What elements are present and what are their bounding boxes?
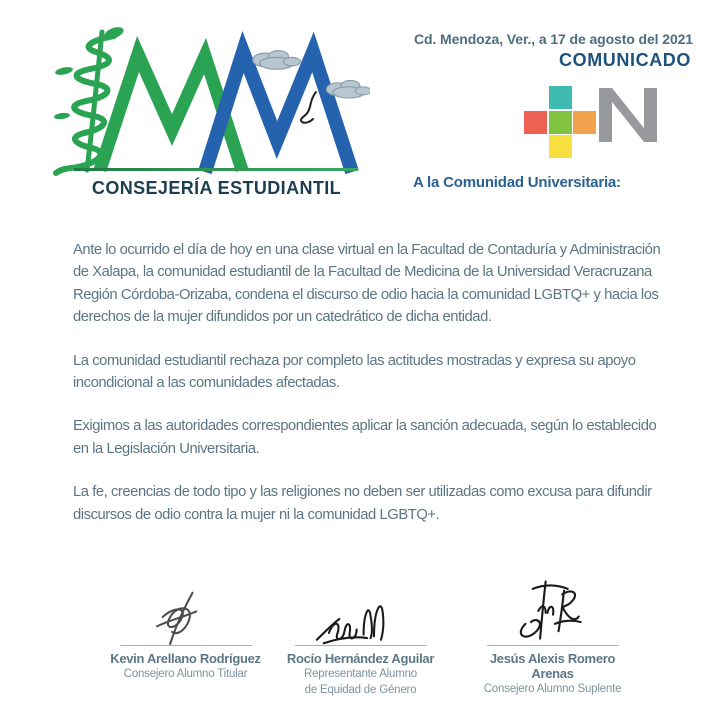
letter-body [73,239,669,547]
signature-line [120,645,252,646]
plus-n-news-logo-icon [524,86,664,160]
consejeria-estudiantil-logo [40,20,370,180]
document-type-label: COMUNICADO [559,50,691,70]
signature-stroke [131,589,241,645]
cloud-icon [253,51,301,70]
signatory-title: Consejero Alumno Suplente [483,683,622,695]
bird-squiggle-icon [301,92,316,123]
org-name: CONSEJERÍA ESTUDIANTIL [91,178,342,198]
signature-block-1 [103,589,268,682]
signature-block-3 [470,576,635,697]
signatory-title: de Equidad de Género [304,684,417,696]
cross-square-left [524,111,547,134]
signature-stroke [306,593,416,645]
paragraph-3: Exigimos a las autoridades correspondientes aplicar la sanción adecuada, según lo establecido en la Legislación Universitaria. [73,418,657,457]
signatory-name: Jesús Alexis Romero Arenas [489,651,616,681]
plus-cross-icon [524,86,596,158]
signatory-title: Consejero Alumno Titular [123,668,248,680]
cloud-icon [326,80,370,98]
paragraph-4: La fe, creencias de todo tipo y las religiones no deben ser utilizadas como excusa para difundir discursos de odio contra la mujer ni la comunidad LGBTQ+. [73,484,652,523]
signatory-title: Representante Alumno [304,668,417,680]
salutation: A la Comunidad Universitaria: [413,174,621,191]
signatory-name: Kevin Arellano Rodríguez [110,651,261,666]
signature-line [295,645,427,646]
blue-m-mountain [205,52,352,172]
signature-stroke [493,576,613,645]
letter-n-icon [599,88,659,144]
cross-square-top [549,86,572,109]
signatory-name: Rocío Hernández Aguilar [286,651,435,666]
signature-line [487,645,619,646]
paragraph-2: La comunidad estudiantil rechaza por completo las actitudes mostradas y expresa su apoyo incondicional a las comunidades afectadas. [73,352,636,392]
asclepius-staff-icon [54,25,125,173]
cross-square-center [549,111,572,134]
cross-square-bottom [549,135,572,158]
logo-underline [74,168,358,171]
signature-block-2 [278,593,443,698]
date-line: Cd. Mendoza, Ver., a 17 de agosto del 2021 [413,31,693,47]
cross-square-right [573,111,596,134]
paragraph-1: Ante lo ocurrido el día de hoy en una clase virtual en la Facultad de Contaduría y Administración de Xalapa, la comunidad estudiantil de la Facultad de Medicina de la Universidad Veracruzana Región Córdoba-Orizaba, condena el discurso de odio hacia la comunidad LGBTQ+ y hacia los derechos de la mujer difundidos por un catedrático de dicha entidad. [73,242,661,326]
